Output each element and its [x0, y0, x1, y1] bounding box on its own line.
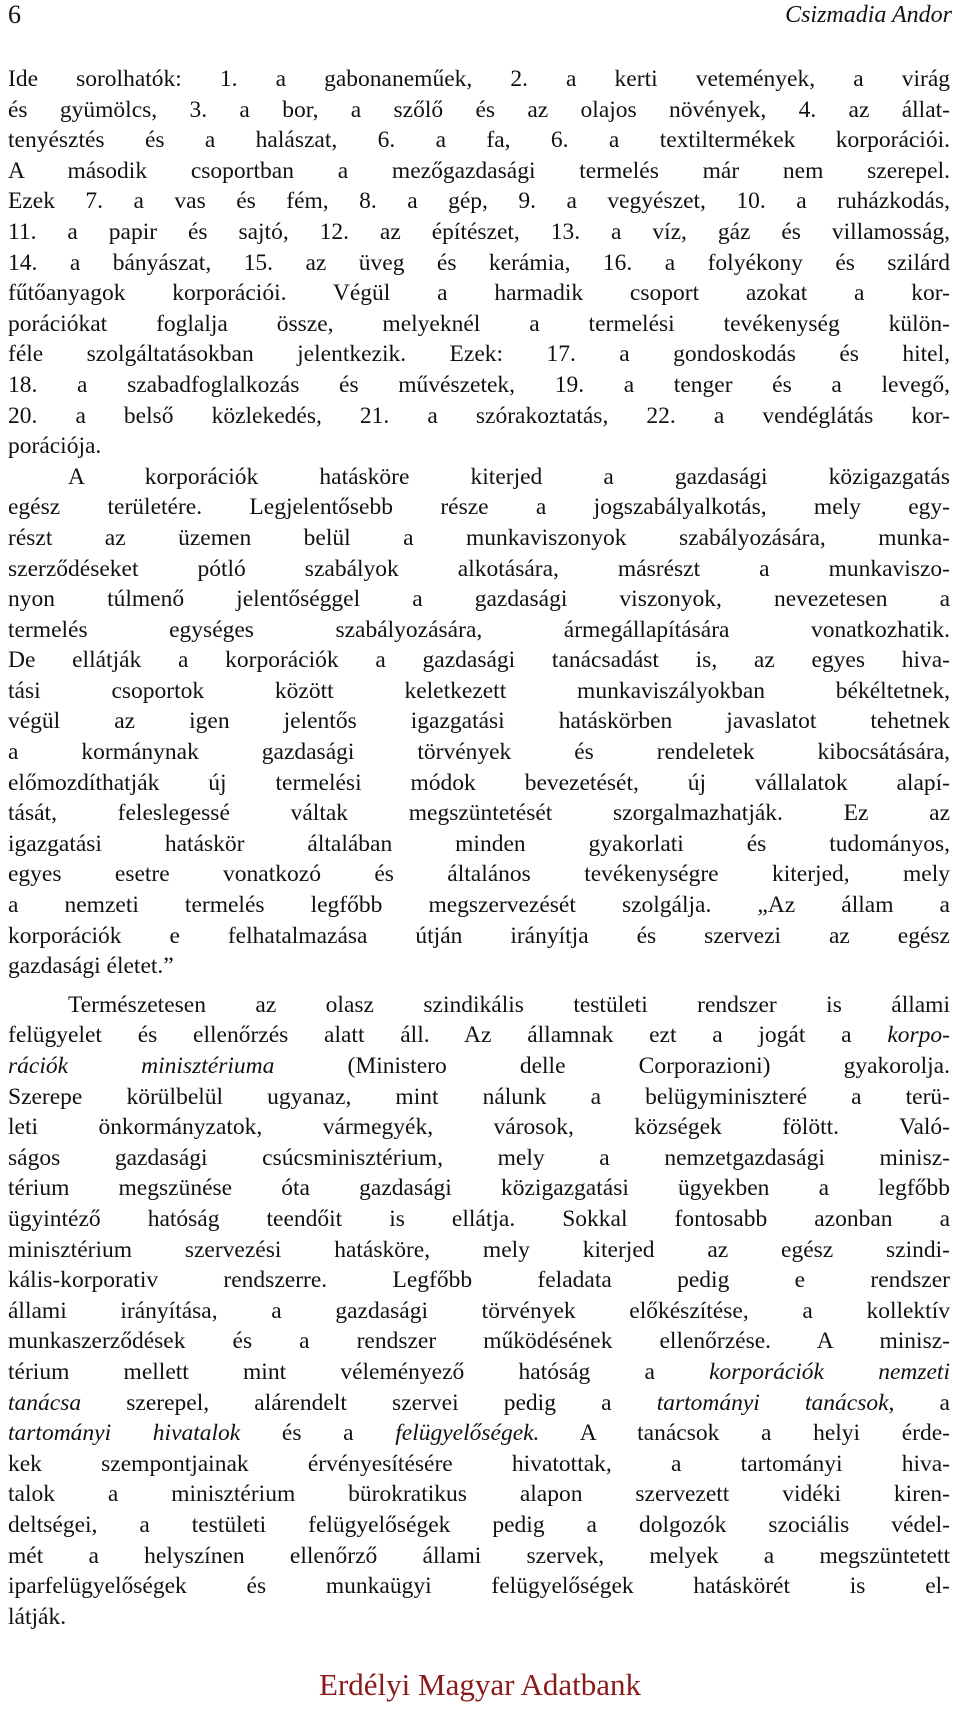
text-line: ügyintéző hatóság teendőit is ellátja. Sokkal fontosabb azonban a [8, 1205, 950, 1232]
text-line: Szerepe körülbelül ugyanaz, mint nálunk a belügyminiszteré a terü- [8, 1083, 950, 1110]
text-line: nyon túlmenő jelentőséggel a gazdasági viszonyok, nevezetesen a [8, 586, 950, 613]
text-line: végül az igen jelentős igazgatási hatáskörben javaslatot tehetnek [8, 708, 950, 735]
text-line: porációkat foglalja össze, melyeknél a termelési tevékenység külön- [8, 310, 950, 337]
text-line [8, 1418, 950, 1449]
text-line: gazdasági életet.” [8, 953, 174, 980]
text-line: minisztérium szervezési hatásköre, mely kiterjed az egész szindi- [8, 1236, 950, 1263]
text-line: deltségei, a testületi felügyelőségek pedig a dolgozók szociális védel- [8, 1511, 950, 1538]
italic-run: rációk minisztériuma [8, 1053, 275, 1079]
italic-run: korporációk nemzeti [709, 1358, 950, 1385]
text-line: termelés egységes szabályozására, ármegállapítására vonatkozhatik. [8, 616, 950, 643]
text-line: Ide sorolhatók: 1. a gabonaneműek, 2. a kerti vetemények, a virág [8, 66, 950, 92]
text-line [8, 1051, 950, 1082]
text-line: A második csoportban a mezőgazdasági termelés már nem szerepel. [8, 157, 950, 184]
text-line: Természetesen az olasz szindikális testületi rendszer is állami [68, 991, 950, 1018]
text-line: talok a minisztérium bürokratikus alapon szervezett vidéki kiren- [8, 1481, 950, 1508]
text-line: porációja. [8, 433, 102, 460]
text-line [8, 1388, 950, 1419]
running-head: Csizmadia Andor [785, 2, 952, 28]
italic-run: tartományi hivatalok [8, 1420, 241, 1447]
text-line: és gyümölcs, 3. a bor, a szőlő és az olajos növények, 4. az állat- [8, 96, 950, 123]
text-run: szerepel, alárendelt szervei pedig a [81, 1389, 657, 1416]
text-line: 18. a szabadfoglalkozás és művészetek, 19. a tenger és a levegő, [8, 371, 950, 398]
text-line [8, 1020, 950, 1051]
italic-run: felügyelőségek. [395, 1420, 540, 1447]
text-run: A tanácsok a helyi érde- [539, 1420, 950, 1447]
footer-watermark: Erdélyi Magyar Adatbank [319, 1667, 641, 1702]
text-run: (Ministero delle Corporazioni) gyakorolja. [274, 1053, 950, 1079]
italic-run: tanácsa [8, 1389, 82, 1416]
text-line: tási csoportok között keletkezett munkaviszályokban békéltetnek, [8, 677, 950, 704]
text-line: részt az üzemen belül a munkaviszonyok szabályozására, munka- [8, 524, 950, 551]
text-line: előmozdíthatják új termelési módok bevezetését, új vállalatok alapí- [8, 769, 950, 796]
text-run: térium mellett mint véleményező hatóság a [8, 1358, 710, 1385]
text-line: 11. a papir és sajtó, 12. az építészet, 13. a víz, gáz és villamosság, [8, 218, 950, 245]
text-line: 20. a belső közlekedés, 21. a szórakoztatás, 22. a vendéglátás kor- [8, 402, 950, 429]
italic-run: tartományi tanácsok, [656, 1389, 895, 1416]
body-text [8, 64, 950, 1632]
text-line: féle szolgáltatásokban jelentkezik. Ezek: 17. a gondoskodás és hitel, [8, 341, 950, 368]
text-line: iparfelügyelőségek és munkaügyi felügyelőségek hatáskörét is el- [8, 1573, 950, 1600]
italic-run: korpo- [887, 1022, 950, 1049]
text-line: tását, feleslegessé váltak megszüntetését szorgalmazhatják. Ez az [8, 800, 950, 827]
text-run: a [894, 1389, 950, 1416]
text-line: kek szempontjainak érvényesítésére hivatottak, a tartományi hiva- [8, 1450, 950, 1477]
page-number: 6 [8, 0, 21, 29]
text-line: mét a helyszínen ellenőrző állami szervek, melyek a megszüntetett [8, 1542, 950, 1569]
text-line: egész területére. Legjelentősebb része a jogszabályalkotás, mely egy- [8, 494, 950, 521]
text-run: felügyelet és ellenőrzés alatt áll. Az államnak ezt a jogát a [8, 1022, 888, 1049]
text-line: Ezek 7. a vas és fém, 8. a gép, 9. a vegyészet, 10. a ruházkodás, [8, 188, 950, 215]
text-line: igazgatási hatáskör általában minden gyakorlati és tudományos, [8, 830, 950, 857]
text-line: leti önkormányzatok, vármegyék, városok, községek fölött. Való- [8, 1114, 950, 1141]
text-line: De ellátják a korporációk a gazdasági tanácsadást is, az egyes hiva- [8, 647, 950, 674]
text-line: szerződéseket pótló szabályok alkotására, másrészt a munkaviszo- [8, 555, 950, 582]
text-line: fűtőanyagok korporációi. Végül a harmadik csoport azokat a kor- [8, 280, 950, 307]
text-line: térium megszünése óta gazdasági közigazgatási ügyekben a legfőbb [8, 1175, 950, 1202]
text-line: munkaszerződések és a rendszer működésének ellenőrzése. A minisz- [8, 1328, 950, 1355]
text-line: 14. a bányászat, 15. az üveg és kerámia, 16. a folyékony és szilárd [8, 249, 950, 276]
text-line: egyes esetre vonatkozó és általános tevékenységre kiterjed, mely [8, 861, 950, 888]
text-line: látják. [8, 1603, 67, 1630]
text-line: korporációk e felhatalmazása útján irányítja és szervezi az egész [8, 922, 950, 949]
text-run: és a [240, 1420, 396, 1447]
text-line: kális-korporativ rendszerre. Legfőbb feladata pedig e rendszer [8, 1267, 950, 1294]
text-line [8, 1357, 950, 1388]
text-line: állami irányítása, a gazdasági törvények előkészítése, a kollektív [8, 1297, 950, 1324]
text-line: A korporációk hatásköre kiterjed a gazdasági közigazgatás [68, 463, 950, 490]
text-line: a nemzeti termelés legfőbb megszervezését szolgálja. „Az állam a [8, 892, 950, 919]
text-line: ságos gazdasági csúcsminisztérium, mely a nemzetgazdasági minisz- [8, 1144, 950, 1171]
text-line: tenyésztés és a halászat, 6. a fa, 6. a textiltermékek korporációi. [8, 127, 950, 154]
text-line: a kormánynak gazdasági törvények és rendeletek kibocsátására, [8, 739, 950, 766]
